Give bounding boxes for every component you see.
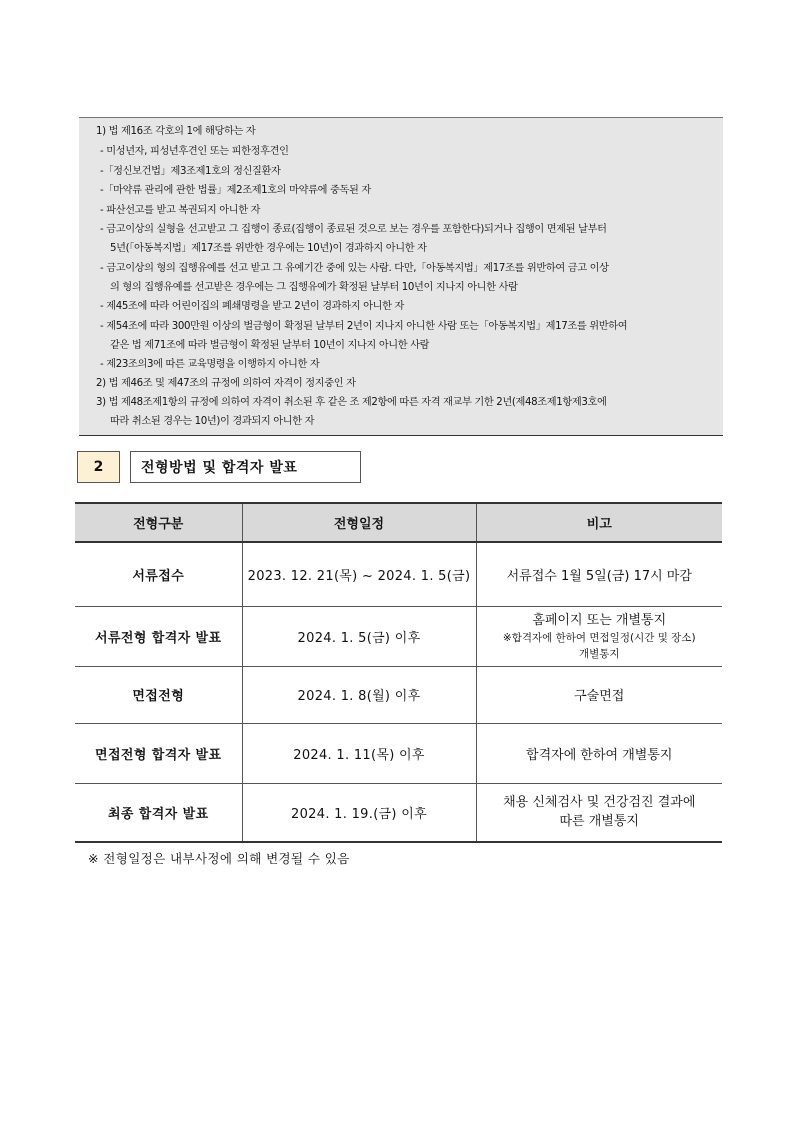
- disq-line: 2) 법 제46조 및 제47조의 규정에 의하여 자격이 정지중인 자: [96, 378, 356, 389]
- row-date: 2023. 12. 21(목) ~ 2024. 1. 5(금): [242, 542, 476, 606]
- row-note-sub: 개별통지: [578, 647, 620, 660]
- disq-line: - 제54조에 따라 300만원 이상의 벌금형이 확정된 날부터 2년이 지나지 아니한 사람 또는「아동복지법」제17조를 위반하여: [100, 321, 628, 332]
- row-note-line2: 따른 개별통지: [559, 814, 639, 830]
- disq-line: 의 형의 집행유예를 선고받은 경우에는 그 집행유예가 확정된 날부터 10년이 지나지 아니한 사람: [110, 282, 518, 293]
- row-date: 2024. 1. 11(목) 이후: [242, 723, 476, 783]
- row-category: 최종 합격자 발표: [75, 783, 242, 842]
- disq-line: 따라 취소된 경우는 10년)이 경과되지 아니한 자: [110, 416, 315, 427]
- row-date: 2024. 1. 5(금) 이후: [242, 606, 476, 666]
- row-note: [476, 606, 722, 666]
- disq-line: - 제23조의3에 따른 교육명령을 이행하지 아니한 자: [100, 359, 320, 370]
- row-note: 구술면접: [476, 666, 722, 723]
- disq-line: 5년(「아동복지법」제17조를 위반한 경우에는 10년)이 경과하지 아니한 자: [110, 243, 427, 254]
- section-number: 2: [77, 451, 120, 483]
- row-note-main: 채용 신체검사 및 건강검진 결과에: [503, 795, 696, 811]
- row-note: 서류접수 1월 5일(금) 17시 마감: [476, 542, 722, 606]
- schedule-table: [75, 502, 722, 843]
- disq-line: -「정신보건법」제3조제1호의 정신질환자: [100, 166, 281, 177]
- table-header-row: [75, 503, 722, 542]
- disq-line: - 금고이상의 형의 집행유예를 선고 받고 그 유예기간 중에 있는 사람. 다만,「아동복지법」제17조를 위반하여 금고 이상: [100, 263, 609, 274]
- row-category: 면접전형: [75, 666, 242, 723]
- disq-line: 1) 법 제16조 각호의 1에 해당하는 자: [96, 126, 256, 137]
- header-category: 전형구분: [75, 503, 242, 542]
- row-note-sub: ※합격자에 한하여 면접일정(시간 및 장소): [502, 631, 696, 644]
- table-row: [75, 606, 722, 666]
- row-note-main: 홈페이지 또는 개별통지: [532, 612, 667, 628]
- table-row: [75, 666, 722, 723]
- schedule-footnote: ※ 전형일정은 내부사정에 의해 변경될 수 있음: [88, 851, 350, 866]
- disq-line: - 파산선고를 받고 복권되지 아니한 자: [100, 205, 261, 216]
- header-remarks: 비고: [476, 503, 722, 542]
- row-note: 합격자에 한하여 개별통지: [476, 723, 722, 783]
- row-date: 2024. 1. 19.(금) 이후: [242, 783, 476, 842]
- row-note: [476, 783, 722, 842]
- disq-line: - 금고이상의 실형을 선고받고 그 집행이 종료(집행이 종료된 것으로 보는 경우를 포함한다)되거나 집행이 면제된 날부터: [100, 224, 607, 235]
- row-category: 서류전형 합격자 발표: [75, 606, 242, 666]
- disq-line: -「마약류 관리에 관한 법률」제2조제1호의 마약류에 중독된 자: [100, 185, 371, 196]
- disq-line: - 미성년자, 피성년후견인 또는 피한정후견인: [100, 146, 289, 157]
- disq-line: 3) 법 제48조제1항의 규정에 의하여 자격이 취소된 후 같은 조 제2항에 따른 자격 재교부 기한 2년(제48조제1항제3호에: [96, 397, 607, 408]
- section-title: 전형방법 및 합격자 발표: [130, 451, 361, 483]
- header-schedule: 전형일정: [242, 503, 476, 542]
- disqualification-box: [79, 117, 723, 436]
- row-date: 2024. 1. 8(월) 이후: [242, 666, 476, 723]
- table-row: [75, 783, 722, 842]
- disq-line: - 제45조에 따라 어린이집의 폐쇄명령을 받고 2년이 경과하지 아니한 자: [100, 301, 404, 312]
- row-category: 서류접수: [75, 542, 242, 606]
- table-row: [75, 542, 722, 606]
- table-row: [75, 723, 722, 783]
- row-category: 면접전형 합격자 발표: [75, 723, 242, 783]
- disq-line: 같은 법 제71조에 따라 벌금형이 확정된 날부터 10년이 지나지 아니한 사람: [110, 340, 430, 351]
